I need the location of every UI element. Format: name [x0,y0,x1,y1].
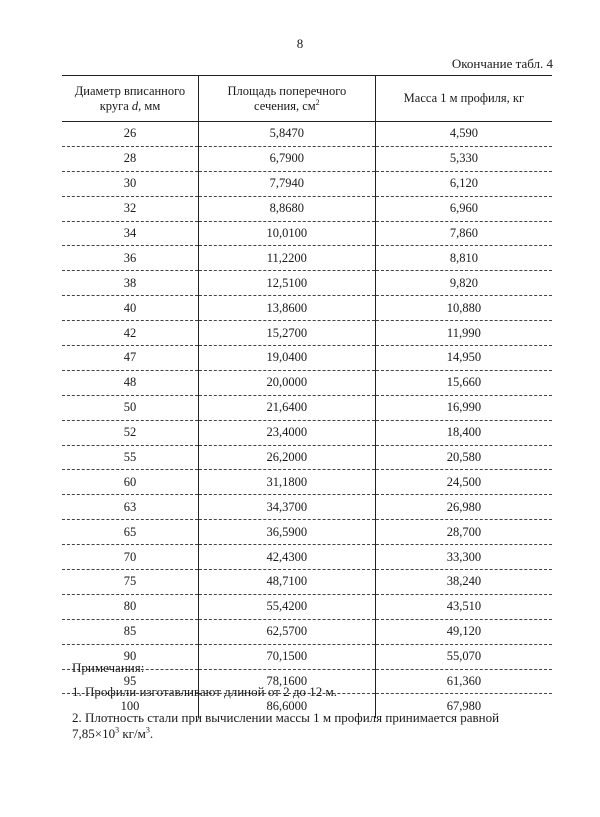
cell-area: 23,4000 [198,420,375,445]
cell-mass: 16,990 [375,395,552,420]
cell-diameter: 36 [62,246,198,271]
profile-table [62,75,552,718]
table-row [62,296,552,321]
cell-area: 5,8470 [198,122,375,147]
cell-area: 86,6000 [198,694,375,718]
cell-diameter: 28 [62,146,198,171]
table-row [62,570,552,595]
note-2-value-unit: кг/м [119,726,146,741]
table-row [62,545,552,570]
table-row [62,171,552,196]
table-row [62,246,552,271]
cell-area: 55,4200 [198,594,375,619]
cell-area: 13,8600 [198,296,375,321]
cell-area: 36,5900 [198,520,375,545]
table-row [62,470,552,495]
table-row [62,221,552,246]
cell-diameter: 65 [62,520,198,545]
header-diameter-symbol: d [131,98,139,113]
cell-area: 20,0000 [198,370,375,395]
cell-mass: 7,860 [375,221,552,246]
cell-area: 15,2700 [198,321,375,346]
cell-mass: 4,590 [375,122,552,147]
cell-area: 70,1500 [198,644,375,669]
table-row [62,520,552,545]
table-header-row [62,76,552,122]
table-row [62,122,552,147]
page-number: 8 [296,36,304,51]
note-2 [72,710,552,742]
cell-diameter: 32 [62,196,198,221]
table-row [62,321,552,346]
cell-area: 19,0400 [198,346,375,371]
cell-mass: 55,070 [375,644,552,669]
cell-area: 78,1600 [198,669,375,694]
cell-diameter: 100 [120,698,140,713]
cell-diameter: 63 [62,495,198,520]
cell-diameter: 30 [62,171,198,196]
cell-diameter: 60 [62,470,198,495]
cell-diameter: 80 [62,594,198,619]
cell-mass: 14,950 [375,346,552,371]
cell-diameter: 85 [62,619,198,644]
cell-area: 7,7940 [198,171,375,196]
cell-mass: 6,120 [375,171,552,196]
notes-heading: Примечания: [72,660,145,675]
header-diameter-line2-post: , мм [138,98,161,113]
table-row [62,196,552,221]
cell-area: 48,7100 [198,570,375,595]
cell-mass: 10,880 [375,296,552,321]
cell-area: 8,8680 [198,196,375,221]
table-row [62,370,552,395]
table-body [62,122,552,719]
note-2-value-unit-exp: 3 [145,725,150,735]
cell-area: 26,2000 [198,445,375,470]
note-1: 1. Профили изготавливают длиной от 2 до 12 м. [72,684,337,699]
cell-area: 10,0100 [198,221,375,246]
cell-diameter: 42 [62,321,198,346]
header-area [198,76,375,122]
cell-diameter: 34 [62,221,198,246]
header-area-line2: сечения, см [254,98,316,113]
cell-mass: 9,820 [375,271,552,296]
cell-area: 12,5100 [198,271,375,296]
cell-diameter: 75 [62,570,198,595]
header-area-line1: Площадь поперечного [227,83,347,98]
cell-diameter: 47 [62,346,198,371]
table-row [62,346,552,371]
cell-mass: 67,980 [375,694,552,718]
table-row [62,619,552,644]
cell-mass: 24,500 [375,470,552,495]
cell-mass: 61,360 [375,669,552,694]
table-row [62,146,552,171]
table-row [62,594,552,619]
cell-mass: 33,300 [375,545,552,570]
cell-area: 11,2200 [198,246,375,271]
cell-mass: 49,120 [375,619,552,644]
cell-area: 62,5700 [198,619,375,644]
header-area-sup: 2 [315,97,320,107]
table-row [62,395,552,420]
cell-mass: 8,810 [375,246,552,271]
cell-diameter: 48 [62,370,198,395]
note-2-text: 2. Плотность стали при вычислении массы 1 м профиля принимается равной [72,710,500,725]
cell-mass: 28,700 [375,520,552,545]
table-row [62,445,552,470]
cell-mass: 20,580 [375,445,552,470]
cell-area: 34,3700 [198,495,375,520]
cell-diameter: 70 [62,545,198,570]
cell-mass: 15,660 [375,370,552,395]
cell-diameter: 38 [62,271,198,296]
cell-mass: 5,330 [375,146,552,171]
header-diameter-line2-pre: круга [99,98,132,113]
cell-mass: 38,240 [375,570,552,595]
table-row [62,420,552,445]
cell-diameter: 52 [62,420,198,445]
header-diameter [62,76,198,122]
notes-section [72,660,552,742]
cell-area: 21,6400 [198,395,375,420]
cell-mass: 11,990 [375,321,552,346]
cell-diameter: 40 [62,296,198,321]
cell-diameter: 50 [62,395,198,420]
note-2-value-exp: 3 [115,725,120,735]
cell-diameter: 26 [62,122,198,147]
table-row [62,495,552,520]
cell-area: 31,1800 [198,470,375,495]
table-caption: Окончание табл. 4 [451,56,553,71]
note-2-value-pre: 7,85×10 [72,726,116,741]
cell-mass: 26,980 [375,495,552,520]
cell-mass: 18,400 [375,420,552,445]
cell-diameter: 55 [62,445,198,470]
cell-mass: 43,510 [375,594,552,619]
cell-diameter: 90 [62,644,198,669]
cell-mass: 6,960 [375,196,552,221]
cell-area: 42,4300 [198,545,375,570]
cell-diameter: 95 [62,669,198,694]
header-diameter-line1: Диаметр вписанного [74,83,186,98]
table-row [62,271,552,296]
cell-area: 6,7900 [198,146,375,171]
note-2-value-end: . [149,726,154,741]
header-mass: Масса 1 м профиля, кг [375,76,552,122]
